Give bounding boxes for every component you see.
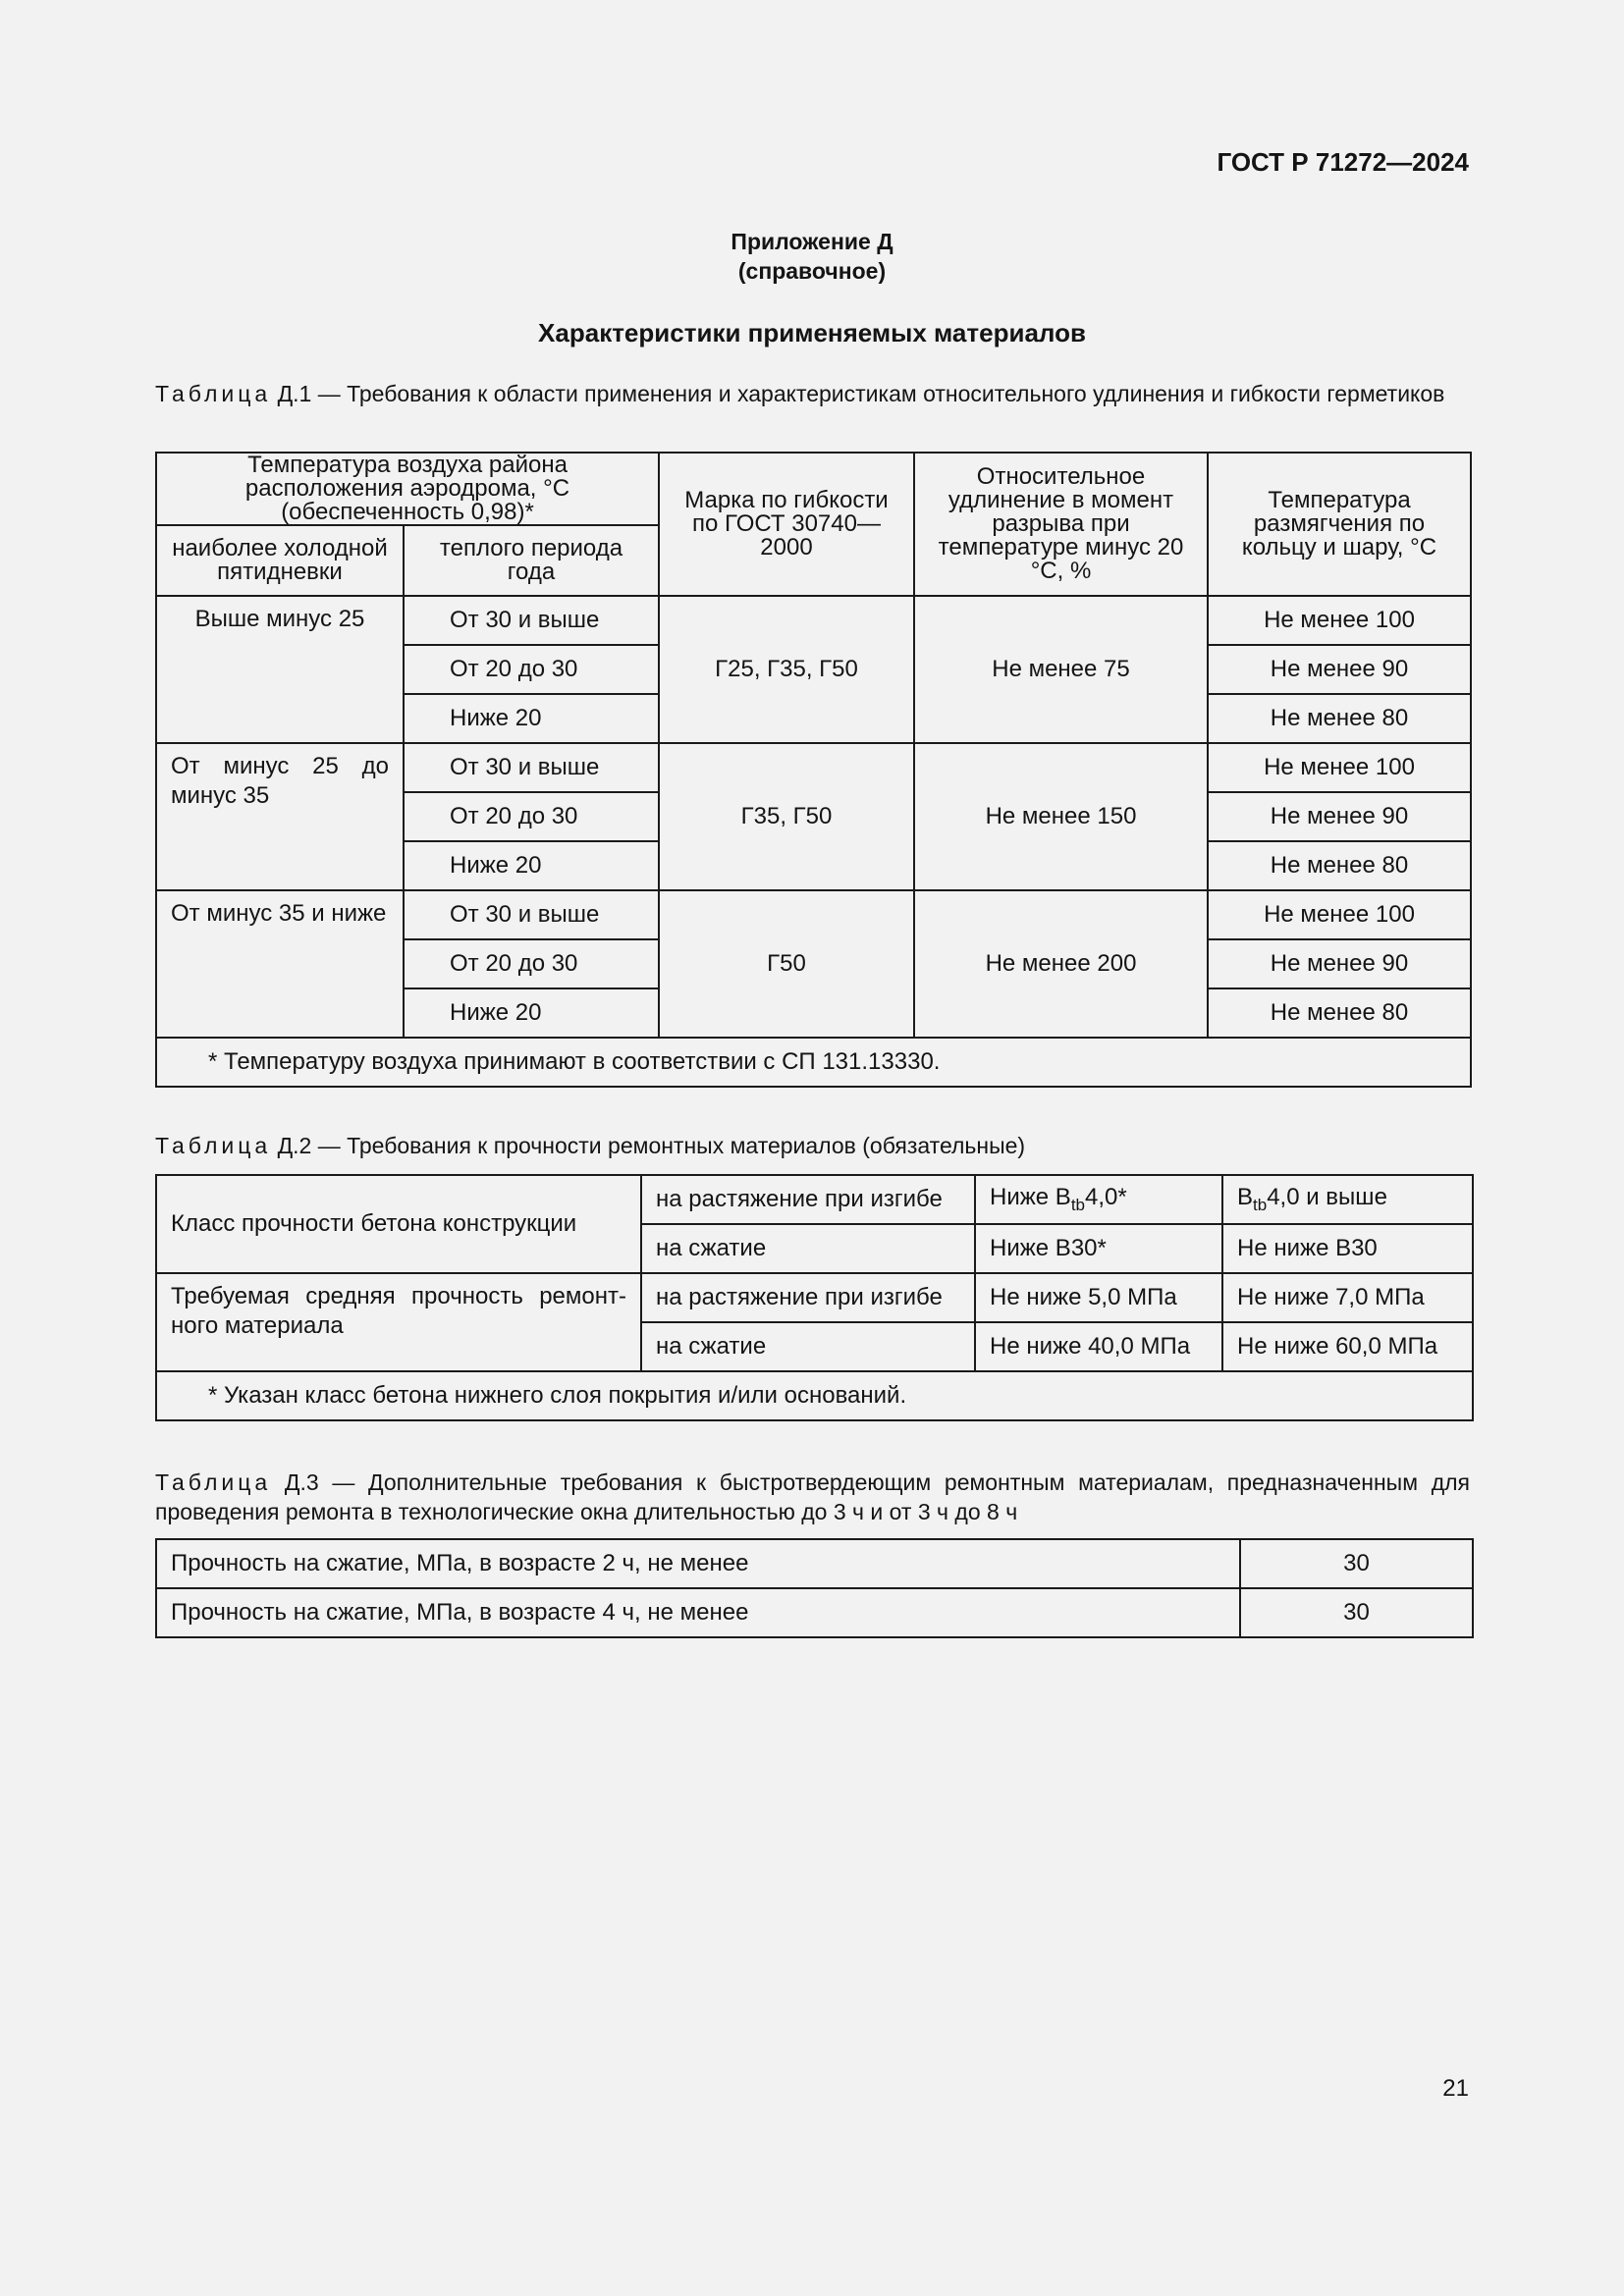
cold-range-cell: Выше минус 25 xyxy=(156,596,404,743)
btb-subscript: tb xyxy=(1070,1195,1086,1214)
strength-2h-label: Прочность на сжатие, МПа, в возрасте 2 ч, не менее xyxy=(156,1539,1240,1588)
flex-grade-cell: Г35, Г50 xyxy=(659,743,914,890)
table-d3 xyxy=(155,1538,1474,1638)
softening-cell: Не менее 80 xyxy=(1208,694,1471,743)
table1-caption xyxy=(155,379,1470,408)
section-title: Характеристики применяемых материалов xyxy=(538,318,1086,347)
below-btb-prefix: Ниже B xyxy=(990,1184,1071,1211)
compression-label: на сжатие xyxy=(641,1224,975,1273)
table2-caption-text: Д.2 — Требования к прочности ремонтных материалов (обязательные) xyxy=(277,1133,1026,1158)
table1-caption-text: Д.1 — Требования к области применения и характеристикам относительного удлинения и гибкости герметиков xyxy=(277,381,1445,406)
warm-range-cell: От 20 до 30 xyxy=(404,939,659,988)
elongation-cell: Не менее 200 xyxy=(914,890,1208,1038)
elongation-cell: Не менее 150 xyxy=(914,743,1208,890)
appendix-heading xyxy=(0,227,1624,286)
table-row xyxy=(156,1539,1473,1588)
header-softening: Температура размягчения по кольцу и шару, °С xyxy=(1208,453,1471,596)
above-btb-suffix: 4,0 и выше xyxy=(1267,1184,1387,1211)
table2-footnote: * Указан класс бетона нижнего слоя покрытия и/или оснований. xyxy=(156,1371,1473,1420)
warm-range-cell: Ниже 20 xyxy=(404,988,659,1038)
req-tension-low-cell: Не ниже 5,0 МПа xyxy=(975,1273,1222,1322)
compression-label: на сжатие xyxy=(641,1322,975,1371)
table-row xyxy=(156,1038,1471,1087)
below-btb-cell xyxy=(975,1175,1222,1224)
header-elongation: Относительное удлинение в момент разрыва при температуре минус 20 °С, % xyxy=(914,453,1208,596)
warm-range-cell: Ниже 20 xyxy=(404,694,659,743)
table-row xyxy=(156,1273,1473,1322)
table-row xyxy=(156,743,1471,792)
warm-range-cell: От 30 и выше xyxy=(404,596,659,645)
document-code: ГОСТ Р 71272—2024 xyxy=(1217,147,1469,177)
header-warm-period: теплого периода года xyxy=(404,525,659,596)
softening-cell: Не менее 90 xyxy=(1208,792,1471,841)
table2-caption xyxy=(155,1131,1470,1160)
header-air-temp: Температура воздуха района расположения аэродрома, °С (обеспеченность 0,98)* xyxy=(156,453,659,525)
cold-range-cell: От минус 35 и ниже xyxy=(156,890,404,1038)
warm-range-cell: От 30 и выше xyxy=(404,743,659,792)
appendix-title: Приложение Д xyxy=(731,229,893,254)
table-row xyxy=(156,890,1471,939)
below-btb-suffix: 4,0* xyxy=(1085,1184,1127,1211)
table-row xyxy=(156,453,1471,525)
table3-caption-text: Д.3 — Дополнительные требования к быстротвердеющим ремонтным материалам, предназначенным для проведения ремонта в технологические окна длительностью до 3 ч и от 3 ч до 8 ч xyxy=(155,1469,1470,1524)
above-btb-prefix: B xyxy=(1237,1184,1254,1211)
header-coldest-5day: наиболее холодной пятидневки xyxy=(156,525,404,596)
table-row xyxy=(156,1588,1473,1637)
softening-cell: Не менее 80 xyxy=(1208,841,1471,890)
table-row xyxy=(156,1371,1473,1420)
flex-grade-cell: Г50 xyxy=(659,890,914,1038)
softening-cell: Не менее 100 xyxy=(1208,890,1471,939)
page-number: 21 xyxy=(1442,2075,1469,2102)
strength-4h-label: Прочность на сжатие, МПа, в возрасте 4 ч, не менее xyxy=(156,1588,1240,1637)
btb-subscript: tb xyxy=(1253,1195,1268,1214)
strength-4h-value: 30 xyxy=(1240,1588,1473,1637)
warm-range-cell: От 20 до 30 xyxy=(404,792,659,841)
warm-range-cell: От 30 и выше xyxy=(404,890,659,939)
softening-cell: Не менее 90 xyxy=(1208,939,1471,988)
softening-cell: Не менее 90 xyxy=(1208,645,1471,694)
softening-cell: Не менее 100 xyxy=(1208,596,1471,645)
table-d1 xyxy=(155,452,1472,1088)
req-comp-high-cell: Не ниже 60,0 МПа xyxy=(1222,1322,1473,1371)
table2-caption-label: Таблица xyxy=(155,1133,272,1158)
elongation-cell: Не менее 75 xyxy=(914,596,1208,743)
table-row xyxy=(156,596,1471,645)
warm-range-cell: От 20 до 30 xyxy=(404,645,659,694)
table-d2 xyxy=(155,1174,1474,1421)
table-row xyxy=(156,1175,1473,1224)
appendix-subtitle: (справочное) xyxy=(737,258,887,284)
required-strength-label: Требуемая средняя прочность ремонтного материала xyxy=(156,1273,641,1371)
above-btb-cell xyxy=(1222,1175,1473,1224)
softening-cell: Не менее 100 xyxy=(1208,743,1471,792)
table1-caption-label: Таблица xyxy=(155,381,272,406)
header-flex-grade: Марка по гибкости по ГОСТ 30740—2000 xyxy=(659,453,914,596)
below-b30-cell: Ниже B30* xyxy=(975,1224,1222,1273)
req-tension-high-cell: Не ниже 7,0 МПа xyxy=(1222,1273,1473,1322)
concrete-class-label: Класс прочности бетона конструкции xyxy=(156,1175,641,1273)
table3-caption-label: Таблица xyxy=(155,1469,272,1495)
table3-caption xyxy=(155,1468,1470,1526)
softening-cell: Не менее 80 xyxy=(1208,988,1471,1038)
strength-2h-value: 30 xyxy=(1240,1539,1473,1588)
not-below-b30-cell: Не ниже B30 xyxy=(1222,1224,1473,1273)
req-comp-low-cell: Не ниже 40,0 МПа xyxy=(975,1322,1222,1371)
tension-label: на растяжение при изгибе xyxy=(641,1175,975,1224)
tension-label: на растяжение при изгибе xyxy=(641,1273,975,1322)
warm-range-cell: Ниже 20 xyxy=(404,841,659,890)
flex-grade-cell: Г25, Г35, Г50 xyxy=(659,596,914,743)
cold-range-cell: От минус 25 до минус 35 xyxy=(156,743,404,890)
table1-footnote: * Температуру воздуха принимают в соответствии с СП 131.13330. xyxy=(156,1038,1471,1087)
